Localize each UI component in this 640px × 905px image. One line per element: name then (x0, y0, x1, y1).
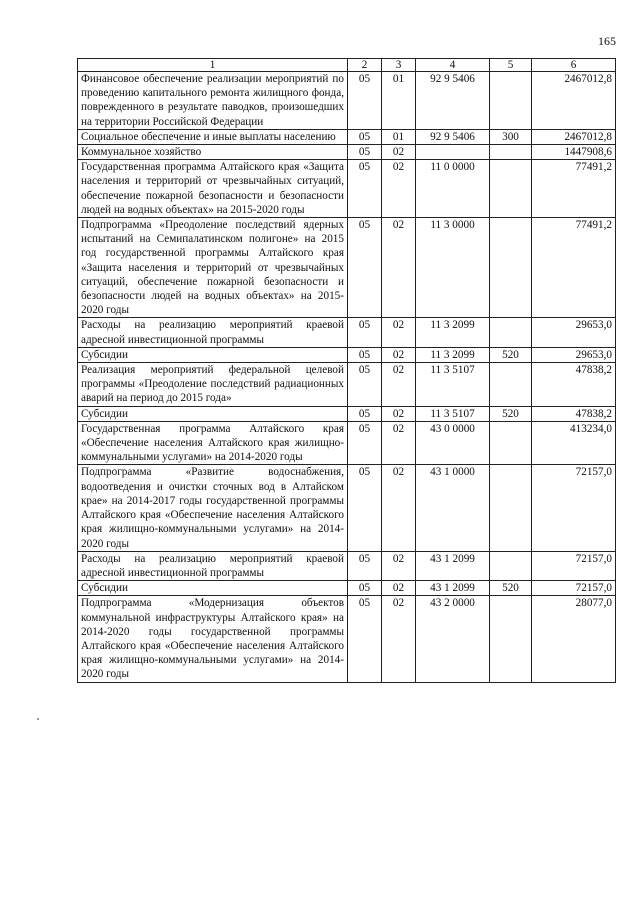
budget-table (77, 58, 616, 683)
row-subsection: 02 (382, 581, 416, 596)
row-expense-type: 520 (490, 581, 532, 596)
row-amount: 413234,0 (532, 421, 616, 465)
row-name: Подпрограмма «Развитие водоснабжения, водоотведения и очистки сточных вод в Алтайском крае» на 2014-2017 годы государственной программы Алтайского края «Обеспечение населения Алтайского края жилищно-коммунальными услугами» на 2014-2020 годы (78, 465, 348, 551)
row-target-article: 11 0 0000 (416, 160, 490, 218)
row-subsection: 02 (382, 160, 416, 218)
table-row (78, 145, 616, 160)
row-target-article: 11 3 5107 (416, 406, 490, 421)
row-target-article: 43 1 0000 (416, 465, 490, 551)
row-name: Субсидии (78, 581, 348, 596)
table-row (78, 129, 616, 144)
row-amount: 2467012,8 (532, 129, 616, 144)
row-expense-type: 300 (490, 129, 532, 144)
row-amount: 77491,2 (532, 218, 616, 318)
header-col-1: 1 (78, 59, 348, 72)
row-section: 05 (348, 406, 382, 421)
table-row (78, 318, 616, 347)
row-expense-type (490, 596, 532, 682)
header-col-5: 5 (490, 59, 532, 72)
row-section: 05 (348, 421, 382, 465)
header-col-4: 4 (416, 59, 490, 72)
row-expense-type (490, 363, 532, 407)
row-subsection: 02 (382, 347, 416, 362)
row-expense-type (490, 318, 532, 347)
table-row (78, 581, 616, 596)
row-amount: 72157,0 (532, 465, 616, 551)
row-expense-type (490, 72, 532, 130)
row-subsection: 02 (382, 318, 416, 347)
row-section: 05 (348, 318, 382, 347)
row-expense-type: 520 (490, 406, 532, 421)
row-section: 05 (348, 145, 382, 160)
row-name: Расходы на реализацию мероприятий краевой адресной инвестиционной программы (78, 318, 348, 347)
row-subsection: 02 (382, 406, 416, 421)
row-subsection: 02 (382, 465, 416, 551)
row-amount: 72157,0 (532, 551, 616, 580)
table-row (78, 363, 616, 407)
row-subsection: 02 (382, 551, 416, 580)
row-name: Подпрограмма «Преодоление последствий ядерных испытаний на Семипалатинском полигоне» на 2015 год государственной программы Алтайского края «Защита населения и территорий от чрезвычайных ситуаций, обеспечение пожарной безопасности и безопасности людей на водных объектах» на 2015-2020 годы (78, 218, 348, 318)
row-subsection: 02 (382, 218, 416, 318)
row-amount: 2467012,8 (532, 72, 616, 130)
row-target-article: 11 3 0000 (416, 218, 490, 318)
table-row (78, 406, 616, 421)
row-target-article: 43 0 0000 (416, 421, 490, 465)
row-expense-type: 520 (490, 347, 532, 362)
row-amount: 1447908,6 (532, 145, 616, 160)
row-section: 05 (348, 347, 382, 362)
row-name: Расходы на реализацию мероприятий краевой адресной инвестиционной программы (78, 551, 348, 580)
row-amount: 29653,0 (532, 318, 616, 347)
row-section: 05 (348, 596, 382, 682)
row-target-article (416, 145, 490, 160)
row-subsection: 01 (382, 129, 416, 144)
row-subsection: 01 (382, 72, 416, 130)
header-col-3: 3 (382, 59, 416, 72)
row-expense-type (490, 160, 532, 218)
row-section: 05 (348, 363, 382, 407)
table-row (78, 596, 616, 682)
row-name: Коммунальное хозяйство (78, 145, 348, 160)
row-expense-type (490, 465, 532, 551)
row-amount: 72157,0 (532, 581, 616, 596)
row-amount: 28077,0 (532, 596, 616, 682)
row-section: 05 (348, 129, 382, 144)
row-target-article: 43 2 0000 (416, 596, 490, 682)
row-target-article: 11 3 5107 (416, 363, 490, 407)
row-name: Государственная программа Алтайского края «Защита населения и территорий от чрезвычайных ситуаций, обеспечение пожарной безопасности и безопасности людей на водных объектах» на 2015-2020 годы (78, 160, 348, 218)
row-expense-type (490, 421, 532, 465)
row-amount: 29653,0 (532, 347, 616, 362)
row-name: Реализация мероприятий федеральной целевой программы «Преодоление последствий радиационных аварий на период до 2015 года» (78, 363, 348, 407)
row-expense-type (490, 551, 532, 580)
table-row (78, 347, 616, 362)
row-expense-type (490, 218, 532, 318)
margin-speck (37, 718, 39, 720)
page-number: 165 (598, 34, 616, 48)
header-col-2: 2 (348, 59, 382, 72)
table-row (78, 160, 616, 218)
row-target-article: 92 9 5406 (416, 72, 490, 130)
row-section: 05 (348, 72, 382, 130)
table-row (78, 551, 616, 580)
header-col-6: 6 (532, 59, 616, 72)
row-target-article: 92 9 5406 (416, 129, 490, 144)
row-subsection: 02 (382, 363, 416, 407)
row-section: 05 (348, 218, 382, 318)
row-target-article: 43 1 2099 (416, 551, 490, 580)
row-amount: 77491,2 (532, 160, 616, 218)
row-subsection: 02 (382, 421, 416, 465)
row-name: Социальное обеспечение и иные выплаты населению (78, 129, 348, 144)
table-row (78, 218, 616, 318)
table-header-row (78, 59, 616, 72)
row-name: Государственная программа Алтайского края «Обеспечение населения Алтайского края жилищно-коммунальными услугами» на 2014-2020 годы (78, 421, 348, 465)
row-section: 05 (348, 581, 382, 596)
table-row (78, 465, 616, 551)
row-amount: 47838,2 (532, 363, 616, 407)
row-section: 05 (348, 160, 382, 218)
table-row (78, 421, 616, 465)
row-expense-type (490, 145, 532, 160)
row-target-article: 11 3 2099 (416, 318, 490, 347)
row-section: 05 (348, 465, 382, 551)
row-name: Субсидии (78, 406, 348, 421)
row-section: 05 (348, 551, 382, 580)
row-target-article: 43 1 2099 (416, 581, 490, 596)
row-name: Финансовое обеспечение реализации мероприятий по проведению капитального ремонта жилищного фонда, поврежденного в результате паводков, произошедших на территории Российской Федерации (78, 72, 348, 130)
row-amount: 47838,2 (532, 406, 616, 421)
row-name: Подпрограмма «Модернизация объектов коммунальной инфраструктуры Алтайского края» на 2014-2020 годы государственной программы Алтайского края «Обеспечение населения Алтайского края жилищно-коммунальными услугами» на 2014-2020 годы (78, 596, 348, 682)
table-row (78, 72, 616, 130)
row-subsection: 02 (382, 596, 416, 682)
row-subsection: 02 (382, 145, 416, 160)
row-name: Субсидии (78, 347, 348, 362)
row-target-article: 11 3 2099 (416, 347, 490, 362)
